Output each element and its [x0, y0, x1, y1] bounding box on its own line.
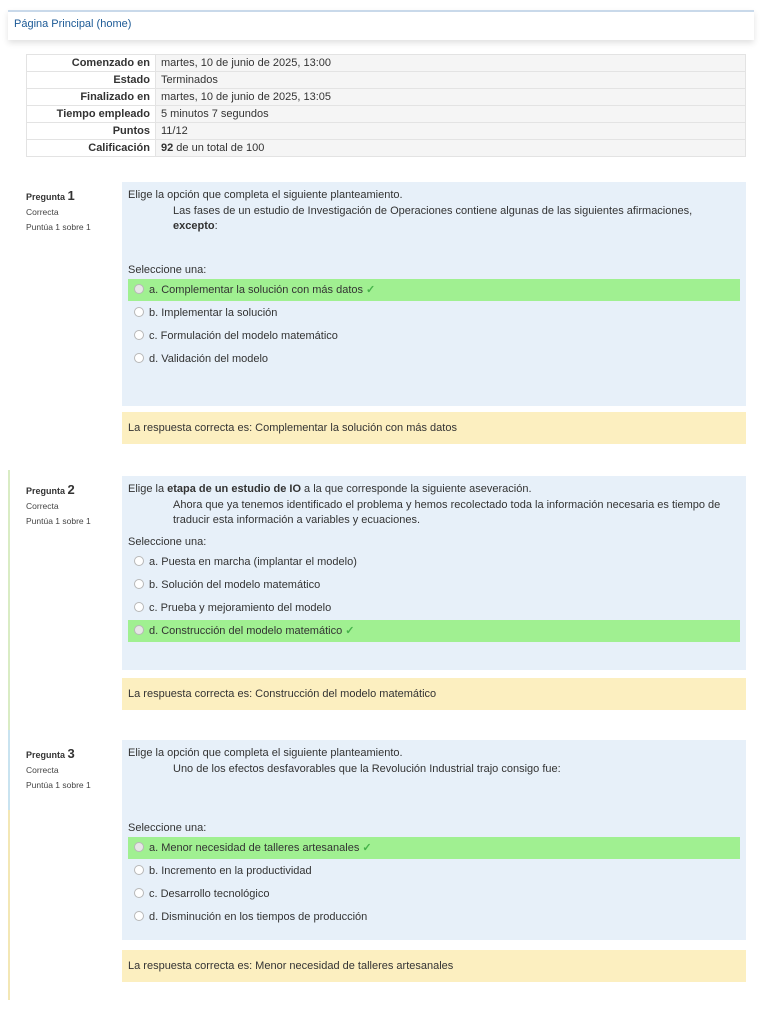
summary-row [27, 72, 746, 89]
grade-value: 92 [161, 142, 174, 154]
question-number: 1 [67, 188, 75, 203]
summary-value: 11/12 [156, 123, 746, 140]
summary-key: Puntos [27, 123, 156, 140]
summary-key: Calificación [27, 140, 156, 157]
answer-option[interactable] [128, 620, 740, 642]
select-prompt: Seleccione una: [128, 822, 207, 834]
answer-option[interactable] [128, 325, 740, 347]
option-text: b. Solución del modelo matemático [149, 579, 321, 591]
option-text: c. Desarrollo tecnológico [149, 888, 270, 900]
correct-answer-feedback: La respuesta correcta es: Complementar la solución con más datos [122, 412, 746, 444]
radio-button[interactable] [134, 556, 144, 566]
option-text: a. Menor necesidad de talleres artesanales [149, 842, 360, 854]
radio-button[interactable] [134, 579, 144, 589]
checkmark-icon: ✓ [366, 284, 376, 296]
radio-button[interactable] [134, 602, 144, 612]
left-edge-accent [8, 810, 10, 1000]
summary-key: Comenzado en [27, 55, 156, 72]
option-text: a. Puesta en marcha (implantar el modelo) [149, 556, 357, 568]
option-text: d. Disminución en los tiempos de producción [149, 911, 368, 923]
option-text: c. Prueba y mejoramiento del modelo [149, 602, 332, 614]
question-3 [26, 740, 746, 990]
intro-emphasis: etapa de un estudio de IO [167, 483, 301, 495]
radio-button[interactable] [134, 842, 144, 852]
summary-value: martes, 10 de junio de 2025, 13:05 [156, 89, 746, 106]
summary-value: martes, 10 de junio de 2025, 13:00 [156, 55, 746, 72]
statement-end: : [214, 220, 218, 232]
answer-option[interactable] [128, 574, 740, 596]
radio-button[interactable] [134, 330, 144, 340]
radio-button[interactable] [134, 353, 144, 363]
question-grade: Puntúa 1 sobre 1 [26, 516, 91, 526]
question-number: 2 [67, 482, 75, 497]
summary-row [27, 140, 746, 157]
question-statement: Uno de los efectos desfavorables que la Revolución Industrial trajo consigo fue: [173, 763, 561, 775]
summary-value: 5 minutos 7 segundos [156, 106, 746, 123]
statement-emphasis: excepto [173, 220, 215, 232]
question-number: 3 [67, 746, 75, 761]
summary-row [27, 55, 746, 72]
answer-option[interactable] [128, 348, 740, 370]
question-statement [173, 204, 728, 264]
intro-start: Elige la [128, 483, 168, 495]
question-state: Correcta [26, 765, 59, 775]
answer-option[interactable] [128, 551, 740, 573]
question-content [122, 740, 746, 940]
correct-answer-feedback: La respuesta correcta es: Construcción del modelo matemático [122, 678, 746, 710]
question-2 [26, 476, 746, 721]
question-statement: Ahora que ya tenemos identificado el problema y hemos recolectado toda la información necesaria es tiempo de traducir esta información a variables y ecuaciones. [173, 499, 721, 526]
question-content [122, 476, 746, 670]
option-text: b. Implementar la solución [149, 307, 278, 319]
radio-button[interactable] [134, 307, 144, 317]
checkmark-icon: ✓ [345, 625, 355, 637]
select-prompt: Seleccione una: [128, 536, 207, 548]
question-intro: Elige la opción que completa el siguiente planteamiento. [128, 189, 403, 201]
question-state: Correcta [26, 501, 59, 511]
intro-end: a la que corresponde la siguiente aseveración. [301, 483, 532, 495]
question-info [26, 188, 116, 232]
attempt-summary-table [26, 54, 746, 157]
question-content [122, 182, 746, 406]
question-label: Pregunta [26, 486, 66, 496]
question-label: Pregunta [26, 750, 66, 760]
summary-value: Terminados [156, 72, 746, 89]
question-state: Correcta [26, 207, 59, 217]
radio-button[interactable] [134, 284, 144, 294]
question-grade: Puntúa 1 sobre 1 [26, 780, 91, 790]
select-prompt: Seleccione una: [128, 264, 207, 276]
summary-key: Tiempo empleado [27, 106, 156, 123]
answer-option[interactable] [128, 837, 740, 859]
question-intro: Elige la opción que completa el siguiente planteamiento. [128, 747, 403, 759]
summary-value [156, 140, 746, 157]
summary-key: Estado [27, 72, 156, 89]
question-grade: Puntúa 1 sobre 1 [26, 222, 91, 232]
option-text: b. Incremento en la productividad [149, 865, 312, 877]
answer-option[interactable] [128, 860, 740, 882]
question-1 [26, 182, 746, 452]
option-text: c. Formulación del modelo matemático [149, 330, 338, 342]
question-intro [128, 482, 740, 497]
left-edge-accent [8, 730, 10, 810]
radio-button[interactable] [134, 911, 144, 921]
radio-button[interactable] [134, 888, 144, 898]
top-navbar [8, 10, 754, 40]
question-label: Pregunta [26, 192, 66, 202]
answer-option[interactable] [128, 302, 740, 324]
question-info [26, 482, 116, 526]
question-info [26, 746, 116, 790]
statement-text: Las fases de un estudio de Investigación de Operaciones contiene algunas de las siguientes afirmaciones, [173, 205, 693, 217]
option-text: d. Construcción del modelo matemático [149, 625, 343, 637]
summary-row [27, 123, 746, 140]
answer-option[interactable] [128, 597, 740, 619]
left-edge-accent [8, 470, 10, 730]
summary-key: Finalizado en [27, 89, 156, 106]
option-text: d. Validación del modelo [149, 353, 269, 365]
checkmark-icon: ✓ [362, 842, 372, 854]
summary-row [27, 89, 746, 106]
radio-button[interactable] [134, 865, 144, 875]
radio-button[interactable] [134, 625, 144, 635]
breadcrumb-home-link[interactable]: Página Principal (home) [14, 18, 132, 30]
answer-option[interactable] [128, 906, 740, 928]
answer-option[interactable] [128, 279, 740, 301]
answer-option[interactable] [128, 883, 740, 905]
grade-total: de un total de 100 [173, 142, 265, 154]
correct-answer-feedback: La respuesta correcta es: Menor necesidad de talleres artesanales [122, 950, 746, 982]
summary-row [27, 106, 746, 123]
option-text: a. Complementar la solución con más datos [149, 284, 363, 296]
